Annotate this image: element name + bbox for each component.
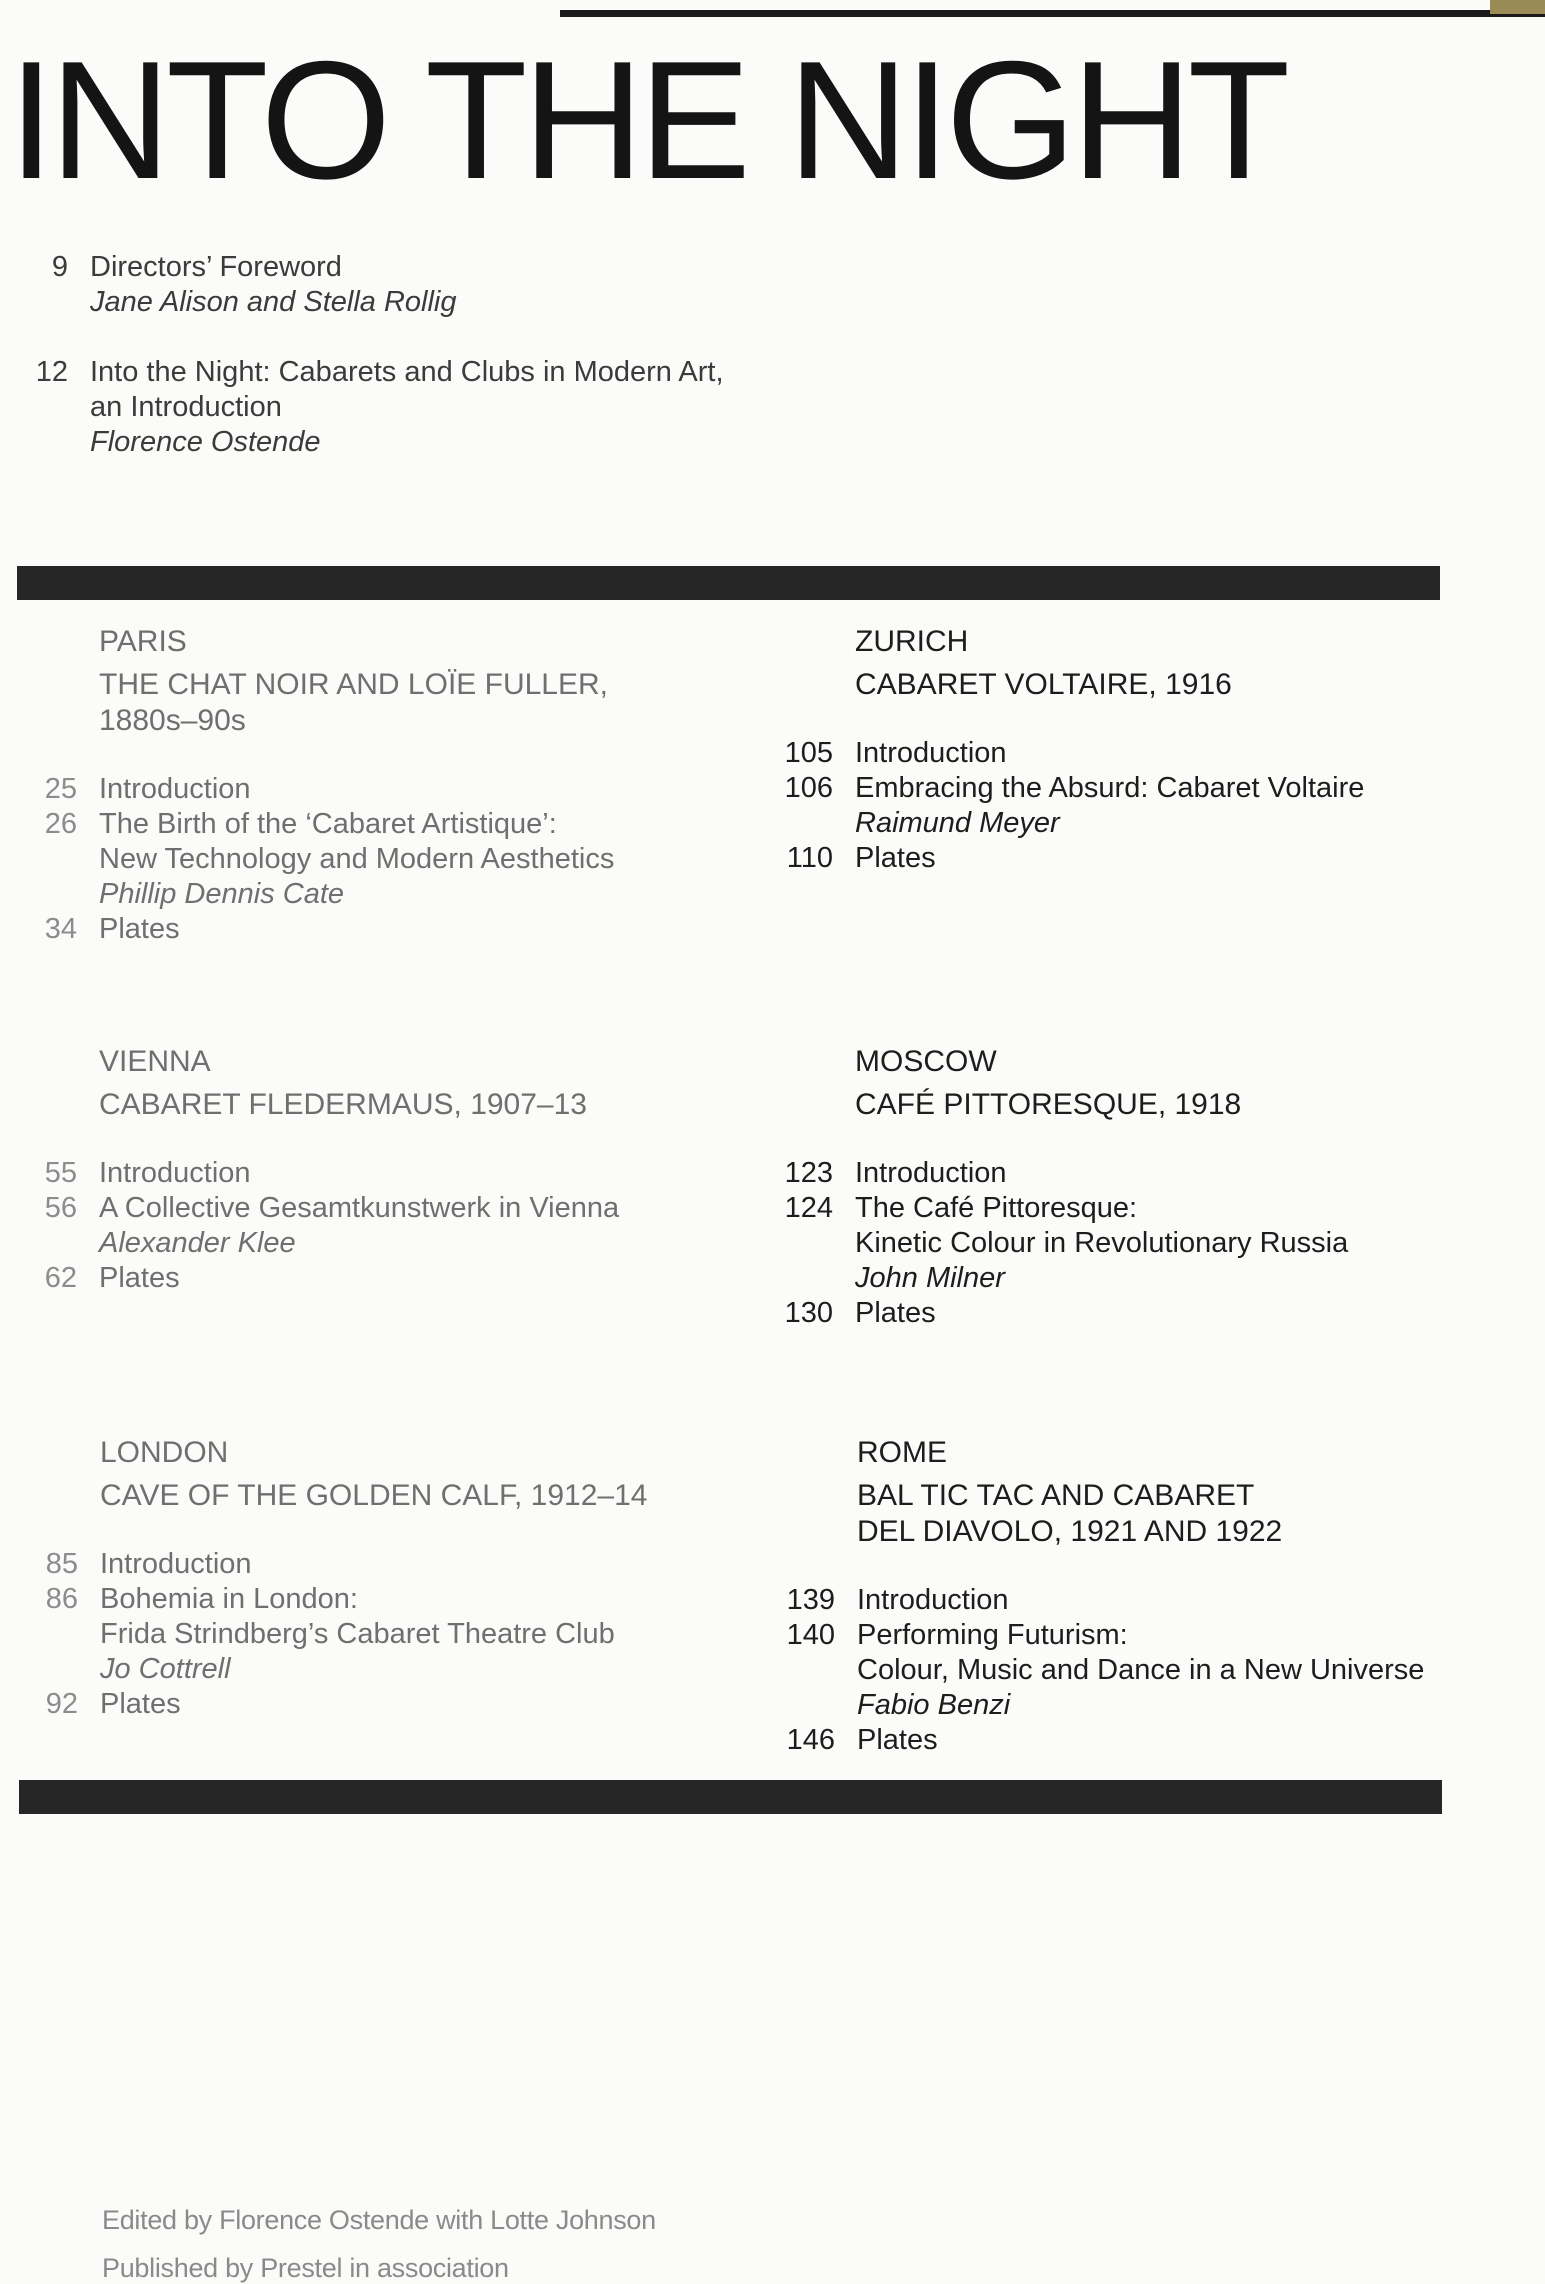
entry-title: Introduction [855, 1157, 1007, 1189]
entry-title: Introduction [99, 1157, 251, 1189]
entry-title-line-2: an Introduction [90, 391, 282, 423]
toc-item [765, 841, 1364, 876]
toc-item [765, 1191, 1348, 1296]
entry-title: Introduction [857, 1584, 1009, 1616]
page-number: 62 [44, 1262, 77, 1294]
page-number: 146 [786, 1724, 835, 1756]
toc-item [9, 912, 614, 947]
entry-author: Jo Cottrell [100, 1653, 231, 1685]
toc-item [9, 772, 614, 807]
section-city: ROME [857, 1436, 947, 1469]
entry-title-line-2: Colour, Music and Dance in a New Universe [857, 1654, 1425, 1686]
entry-author: Florence Ostende [90, 426, 321, 458]
page-number: 140 [786, 1619, 835, 1651]
section-city: VIENNA [99, 1045, 211, 1078]
entry-title-line-1: The Birth of the ‘Cabaret Artistique’: [99, 808, 557, 840]
page-number: 85 [45, 1548, 78, 1580]
page-number: 12 [35, 356, 68, 388]
section-venue-line-2: 1880s–90s [99, 704, 246, 737]
toc-item [9, 1261, 619, 1296]
toc-item [767, 1723, 1424, 1758]
toc-item [10, 1687, 647, 1722]
entry-author: John Milner [855, 1262, 1005, 1294]
page-number: 86 [45, 1583, 78, 1615]
toc-item [767, 1618, 1424, 1723]
entry-title: Plates [857, 1724, 938, 1756]
section-venue-line-1: THE CHAT NOIR AND LOÏE FULLER, [99, 668, 608, 701]
toc-item [765, 771, 1364, 841]
toc-item [765, 1156, 1348, 1191]
toc-item [765, 736, 1364, 771]
entry-title-line-2: New Technology and Modern Aesthetics [99, 843, 615, 875]
section-city: PARIS [99, 625, 187, 658]
entry-title: Plates [855, 842, 936, 874]
entry-title: Plates [100, 1688, 181, 1720]
entry-title-line-1: Bohemia in London: [100, 1583, 358, 1615]
section-london [45, 1435, 648, 1722]
editor-credit: Edited by Florence Ostende with Lotte Johnson [102, 2205, 656, 2235]
section-venue-line-1: CABARET VOLTAIRE, 1916 [855, 668, 1232, 701]
entry-title: Embracing the Absurd: Cabaret Voltaire [855, 772, 1365, 804]
toc-item [10, 1582, 647, 1687]
entry-title: Plates [99, 913, 180, 945]
entry-title: Introduction [100, 1548, 252, 1580]
toc-entry-introduction [0, 355, 724, 460]
publisher-credit: Published by Prestel in association [102, 2253, 509, 2283]
entry-title: Introduction [855, 737, 1007, 769]
section-rome [786, 1435, 1425, 1758]
entry-title: Introduction [99, 773, 251, 805]
section-moscow [784, 1044, 1349, 1331]
toc-entry-foreword [0, 250, 456, 320]
entry-title-line-1: Performing Futurism: [857, 1619, 1128, 1651]
section-venue-line-1: CAFÉ PITTORESQUE, 1918 [855, 1088, 1242, 1121]
entry-title-line-2: Frida Strindberg’s Cabaret Theatre Club [100, 1618, 615, 1650]
entry-title-line-1: The Café Pittoresque: [855, 1192, 1138, 1224]
page-number: 139 [786, 1584, 835, 1616]
page-number: 9 [51, 251, 68, 283]
toc-item [767, 1583, 1424, 1618]
page-number: 92 [45, 1688, 78, 1720]
page-number: 105 [784, 737, 833, 769]
entry-author: Raimund Meyer [855, 807, 1060, 839]
toc-item [9, 1156, 619, 1191]
section-city: MOSCOW [855, 1045, 997, 1078]
page-number: 106 [784, 772, 833, 804]
toc-item [10, 1547, 647, 1582]
page-number: 56 [44, 1192, 77, 1224]
page-number: 130 [784, 1297, 833, 1329]
page-number: 123 [784, 1157, 833, 1189]
entry-author: Phillip Dennis Cate [99, 878, 345, 910]
section-venue-line-1: CABARET FLEDERMAUS, 1907–13 [99, 1088, 587, 1121]
entry-author: Fabio Benzi [857, 1689, 1011, 1721]
page-number: 34 [44, 913, 77, 945]
top-edge-cover-strip [1490, 0, 1545, 14]
entry-title: Plates [855, 1297, 936, 1329]
toc-item [9, 807, 614, 912]
section-venue-line-1: BAL TIC TAC AND CABARET [857, 1479, 1255, 1512]
section-divider-top [17, 566, 1440, 600]
entry-title-line-1: Into the Night: Cabarets and Clubs in Modern Art, [90, 356, 724, 388]
page-number: 124 [784, 1192, 833, 1224]
section-paris [44, 624, 615, 947]
section-venue-line-1: CAVE OF THE GOLDEN CALF, 1912–14 [100, 1479, 648, 1512]
book-title: INTO THE NIGHT [8, 26, 1286, 214]
section-city: ZURICH [855, 625, 969, 658]
section-divider-bottom [19, 1780, 1442, 1814]
section-zurich [784, 624, 1365, 876]
section-city: LONDON [100, 1436, 229, 1469]
entry-author: Jane Alison and Stella Rollig [90, 286, 457, 318]
page-number: 55 [44, 1157, 77, 1189]
page-number: 25 [44, 773, 77, 805]
section-vienna [44, 1044, 620, 1296]
entry-title-line-2: Kinetic Colour in Revolutionary Russia [855, 1227, 1349, 1259]
top-edge-rule [560, 10, 1545, 17]
page-number: 110 [786, 842, 833, 874]
entry-title: Directors’ Foreword [90, 251, 342, 283]
entry-title: Plates [99, 1262, 180, 1294]
section-venue-line-2: DEL DIAVOLO, 1921 AND 1922 [857, 1515, 1283, 1548]
toc-item [765, 1296, 1348, 1331]
entry-author: Alexander Klee [99, 1227, 296, 1259]
entry-title: A Collective Gesamtkunstwerk in Vienna [99, 1192, 620, 1224]
toc-item [9, 1191, 619, 1261]
page-number: 26 [44, 808, 77, 840]
